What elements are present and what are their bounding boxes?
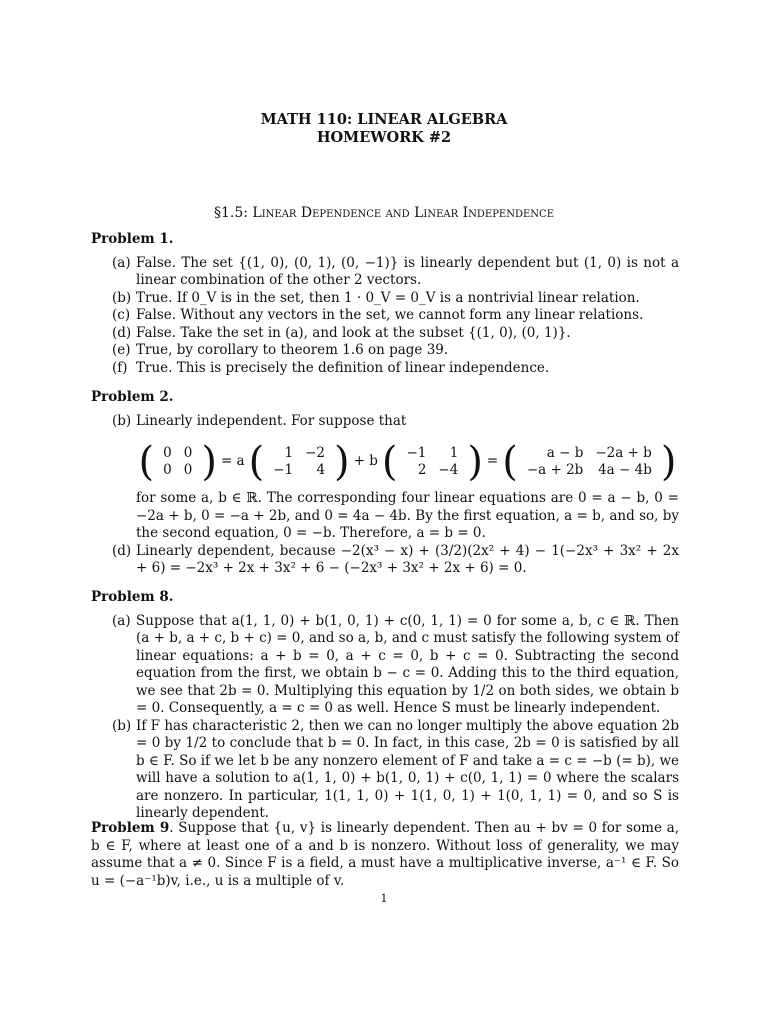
list-item: (b) Linearly independent. For suppose that ( 0 0 0 0 ) = a ( 1 −2 −1 4 ) + b ( −1 1 2 −4 ) = ( a − b −2a + b −a + 2b 4a − 4b ) for some a, b ∈ ℝ. The corresponding four linear equations are 0 = a − b, 0 = −2a + b, 0 = −a + 2b, and 0 = 4a − 4b. By the first equation, a = b, and so, by the second equation, 0 = −b. Therefore, a = b = 0.	[112, 412, 679, 541]
problem-1-heading: Problem 1.	[91, 231, 174, 247]
matrix-b: −1 1 2 −4	[406, 445, 459, 478]
problem-1-list	[112, 255, 679, 378]
problem-2b-rest: for some a, b ∈ ℝ. The corresponding four linear equations are 0 = a − b, 0 = −2a + b, 0 = −a + 2b, and 0 = 4a − 4b. By the first equation, a = b, and so, by the second equation, 0 = −b. Therefore, a = b = 0.	[136, 490, 679, 541]
list-item: (e) True, by corollary to theorem 1.6 on page 39.	[112, 342, 449, 358]
title-course: MATH 110: LINEAR ALGEBRA	[260, 111, 508, 128]
list-item: (b) True. If 0_V is in the set, then 1 · 0_V = 0_V is a nontrivial linear relation.	[112, 289, 640, 306]
list-item: (d) Linearly dependent, because −2(x³ − x) + (3/2)(2x² + 4) − 1(−2x³ + 3x² + 2x + 6) = −2x³ + 2x + 3x² + 6 − (−2x³ + 3x² + 2x + 6) = 0.	[112, 542, 679, 576]
matrix-zero: 0 0 0 0	[163, 445, 193, 478]
list-item: (f) True. This is precisely the definition of linear independence.	[112, 359, 550, 376]
problem-8	[91, 589, 679, 823]
problem-8-heading: Problem 8.	[91, 589, 174, 605]
list-item: (d) False. Take the set in (a), and look at the subset {(1, 0), (0, 1)}.	[112, 324, 571, 341]
matrix-a: 1 −2 −1 4	[273, 445, 326, 478]
problem-1	[91, 231, 679, 377]
problem-9-text: . Suppose that {u, v} is linearly dependent. Then au + bv = 0 for some a, b ∈ F, where at least one of a and b is nonzero. Without loss of generality, we may assume that a ≠ 0. Since F is a field, a must have a multiplicative inverse, a⁻¹ ∈ F. So u = (−a⁻¹b)v, i.e., u is a multiple of v.	[91, 820, 679, 889]
list-item: (b) If F has characteristic 2, then we can no longer multiply the above equation 2b = 0 by 1/2 to conclude that b = 0. In fact, in this case, 2b = 0 is satisfied by all b ∈ F. So if we let b be any nonzero element of F and take a = c = −b (= b), we will have a solution to a(1, 1, 0) + b(1, 0, 1) + c(0, 1, 1) = 0 where the scalars are nonzero. In particular, 1(1, 1, 0) + 1(1, 0, 1) + 1(0, 1, 1) = 0, and so S is linearly dependent.	[112, 717, 679, 821]
problem-8-list	[112, 613, 679, 823]
problem-2-heading: Problem 2.	[91, 389, 174, 405]
page-number: 1	[380, 892, 388, 905]
problem-9-heading: Problem 9	[91, 820, 170, 836]
list-item: (a) Suppose that a(1, 1, 0) + b(1, 0, 1) + c(0, 1, 1) = 0 for some a, b, c ∈ ℝ. Then (a + b, a + c, b + c) = 0, and so a, b, and c must satisfy the following system of linear equations: a + b = 0, a + c = 0, b + c = 0. Subtracting the second equation from the first, we obtain b − c = 0. Adding this to the third equation, we see that 2b = 0. Multiplying this equation by 1/2 on both sides, we obtain b = 0. Consequently, a = c = 0 as well. Hence S must be linearly independent.	[112, 612, 679, 716]
title-homework: HOMEWORK #2	[316, 129, 452, 146]
problem-2	[91, 389, 679, 578]
document-title	[0, 111, 768, 147]
problem-9	[91, 820, 679, 890]
section-heading: §1.5: Linear Dependence and Linear Independence	[213, 205, 555, 221]
matrix-equation: ( 0 0 0 0 ) = a ( 1 −2 −1 4 ) + b ( −1 1 2 −4 ) = ( a − b −2a + b −a + 2b 4a − 4b )	[138, 439, 677, 485]
matrix-result: a − b −2a + b −a + 2b 4a − 4b	[526, 445, 652, 478]
list-item: (a) False. The set {(1, 0), (0, 1), (0, −1)} is linearly dependent but (1, 0) is not a linear combination of the other 2 vectors.	[112, 254, 679, 288]
list-item: (c) False. Without any vectors in the set, we cannot form any linear relations.	[112, 307, 644, 323]
problem-2-list	[112, 413, 679, 578]
problem-2b-intro: Linearly independent. For suppose that	[136, 412, 407, 429]
